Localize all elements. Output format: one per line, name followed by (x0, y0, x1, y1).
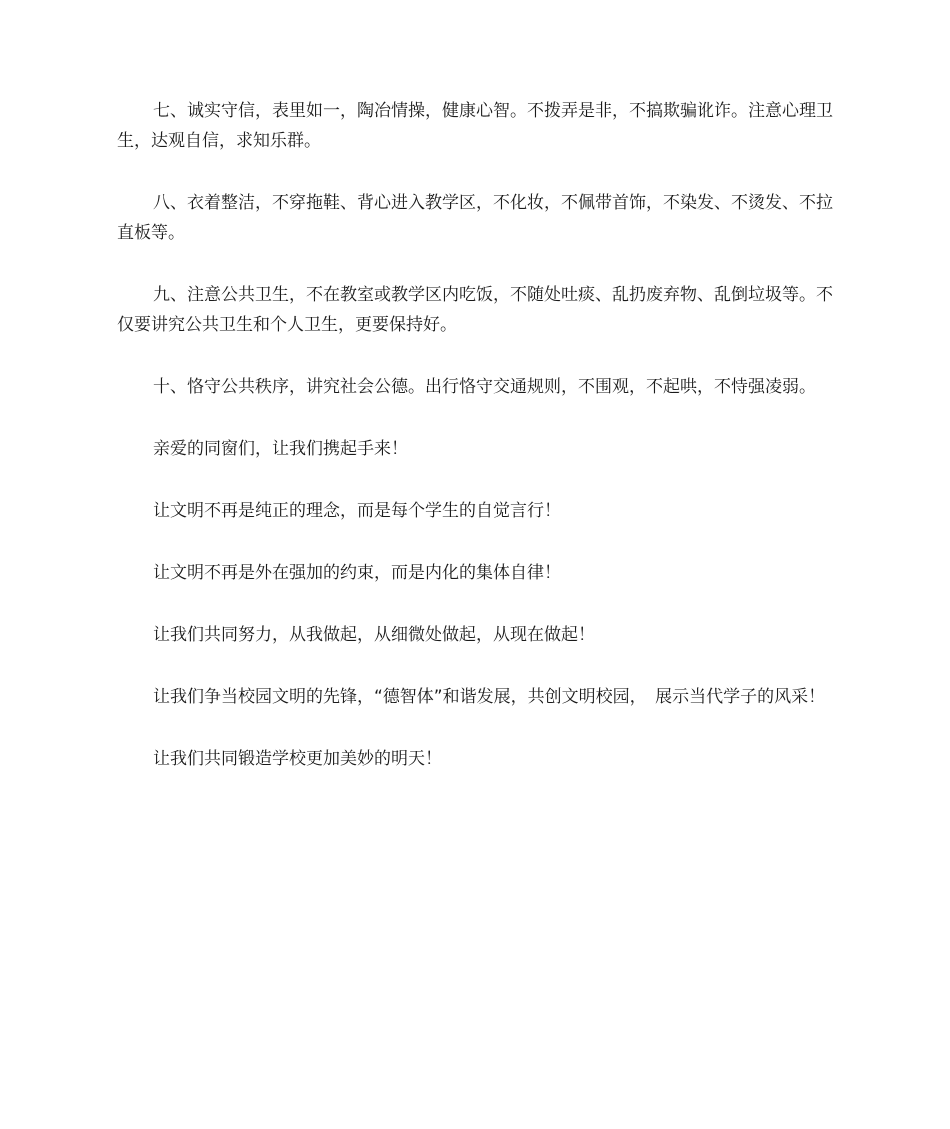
paragraph-civility-discipline: 让文明不再是外在强加的约束，而是内化的集体自律！ (153, 563, 561, 583)
paragraph-rule-8: 八、衣着整洁，不穿拖鞋、背心进入教学区，不化妆，不佩带首饰，不染发、不烫发、不拉直板等。 (117, 193, 833, 243)
paragraph-civility-conduct: 让文明不再是纯正的理念，而是每个学生的自觉言行！ (153, 501, 561, 521)
paragraph-appeal: 亲爱的同窗们，让我们携起手来！ (153, 439, 408, 459)
paragraph-effort: 让我们共同努力，从我做起，从细微处做起，从现在做起！ (153, 625, 595, 645)
paragraph-pioneer: 让我们争当校园文明的先锋，“德智体”和谐发展，共创文明校园， 展示当代学子的风采！ (153, 687, 826, 707)
document-body (117, 96, 833, 806)
paragraph-rule-9: 九、注意公共卫生，不在教室或教学区内吃饭，不随处吐痰、乱扔废弃物、乱倒垃圾等。不仅要讲究公共卫生和个人卫生，更要保持好。 (117, 285, 833, 335)
paragraph-rule-10: 十、恪守公共秩序，讲究社会公德。出行恪守交通规则，不围观，不起哄，不恃强凌弱。 (153, 377, 816, 397)
paragraph-rule-7: 七、诚实守信，表里如一，陶冶情操，健康心智。不拨弄是非，不搞欺骗讹诈。注意心理卫生，达观自信，求知乐群。 (117, 101, 833, 151)
paragraph-closing: 让我们共同锻造学校更加美妙的明天！ (153, 749, 442, 769)
